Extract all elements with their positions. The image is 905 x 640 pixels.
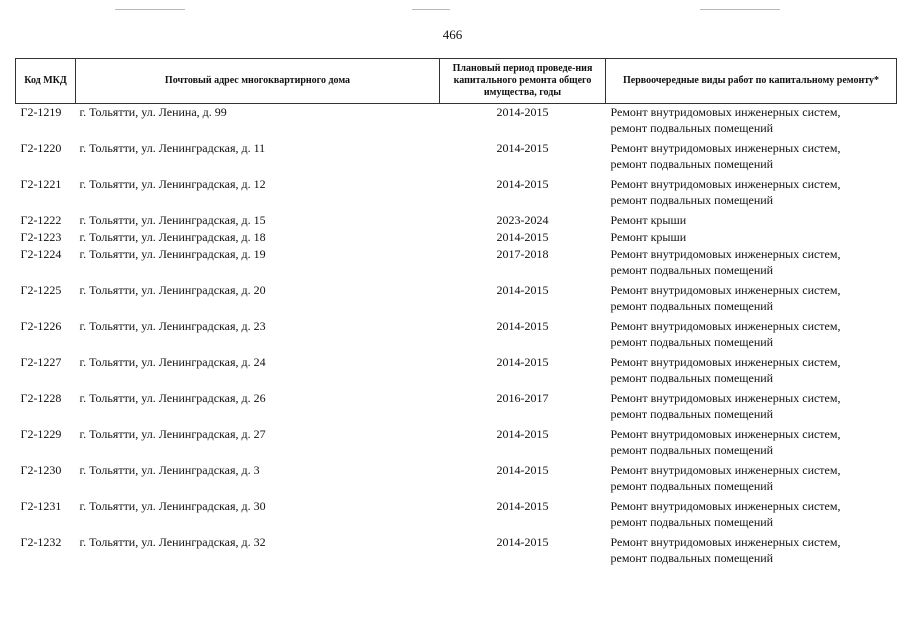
cell-works [606,354,897,390]
cell-period: 2014-2015 [496,282,549,297]
cell-works [606,498,897,534]
table-row [16,246,897,282]
works-line-2: ремонт подвальных помещений [610,442,774,457]
cell-address: г. Тольятти, ул. Ленинградская, д. 26 [79,390,266,405]
works-line-1: Ремонт внутридомовых инженерных систем, [610,176,841,191]
header-works: Первоочередные виды работ по капитальному ремонту* [606,59,897,104]
cell-code: Г2-1224 [20,246,62,261]
works-line-1: Ремонт внутридомовых инженерных систем, [610,246,841,261]
cell-period: 2014-2015 [496,176,549,191]
repair-schedule-table [15,58,897,570]
works-line-1: Ремонт внутридомовых инженерных систем, [610,140,841,155]
cell-period: 2014-2015 [496,498,549,513]
header-period: Плановый период проведе-ния капитального ремонта общего имущества, годы [440,59,606,104]
cell-code: Г2-1222 [20,212,62,227]
works-line-2: ремонт подвальных помещений [610,478,774,493]
cell-address: г. Тольятти, ул. Ленинградская, д. 18 [79,229,266,244]
cell-works [606,104,897,140]
cell-address: г. Тольятти, ул. Ленинградская, д. 11 [79,140,266,155]
cell-address: г. Тольятти, ул. Ленинградская, д. 24 [79,354,266,369]
cell-period: 2014-2015 [496,318,549,333]
table-row [16,354,897,390]
cell-address: г. Тольятти, ул. Ленинградская, д. 23 [79,318,266,333]
table-row [16,534,897,570]
works-line-1: Ремонт внутридомовых инженерных систем, [610,426,841,441]
works-line-2: ремонт подвальных помещений [610,156,774,171]
cell-period: 2016-2017 [496,390,549,405]
table-row [16,104,897,140]
works-line-2: ремонт подвальных помещений [610,550,774,565]
cell-code: Г2-1225 [20,282,62,297]
works-line-1: Ремонт внутридомовых инженерных систем, [610,534,841,549]
cell-works [606,462,897,498]
table-row [16,426,897,462]
cell-code: Г2-1219 [20,105,62,119]
cell-code: Г2-1227 [20,354,62,369]
table-row [16,498,897,534]
cell-works [606,229,897,246]
cell-code: Г2-1228 [20,390,62,405]
cell-period: 2014-2015 [496,534,549,549]
cell-address: г. Тольятти, ул. Ленинградская, д. 27 [79,426,266,441]
cell-code: Г2-1220 [20,140,62,155]
works-line-1: Ремонт внутридомовых инженерных систем, [610,105,841,119]
scan-mark-left [115,9,185,10]
cell-address: г. Тольятти, ул. Ленинградская, д. 3 [79,462,260,477]
scan-mark-center [412,9,450,10]
table-row [16,318,897,354]
cell-address: г. Тольятти, ул. Ленина, д. 99 [79,105,227,119]
cell-works [606,534,897,570]
cell-period: 2014-2015 [496,462,549,477]
works-line-2: ремонт подвальных помещений [610,334,774,349]
works-line-1: Ремонт внутридомовых инженерных систем, [610,498,841,513]
table-row [16,462,897,498]
header-code: Код МКД [16,59,76,104]
cell-period: 2014-2015 [496,140,549,155]
cell-address: г. Тольятти, ул. Ленинградская, д. 30 [79,498,266,513]
page-number: 466 [442,27,463,42]
table-row [16,176,897,212]
header-address: Почтовый адрес многоквартирного дома [76,59,440,104]
cell-address: г. Тольятти, ул. Ленинградская, д. 20 [79,282,266,297]
cell-code: Г2-1229 [20,426,62,441]
cell-works [606,140,897,176]
works-line-2: ремонт подвальных помещений [610,121,774,135]
works-line-1: Ремонт внутридомовых инженерных систем, [610,318,841,333]
works-line-2: ремонт подвальных помещений [610,262,774,277]
works-line-2: ремонт подвальных помещений [610,406,774,421]
cell-works [606,426,897,462]
cell-period: 2014-2015 [496,426,549,441]
table-row [16,212,897,229]
cell-works [606,282,897,318]
cell-works [606,318,897,354]
works-line-1: Ремонт внутридомовых инженерных систем, [610,354,841,369]
works-line-1: Ремонт внутридомовых инженерных систем, [610,462,841,477]
cell-works [606,212,897,229]
cell-code: Г2-1221 [20,176,62,191]
cell-works [606,390,897,426]
cell-address: г. Тольятти, ул. Ленинградская, д. 32 [79,534,266,549]
table-row [16,229,897,246]
cell-address: г. Тольятти, ул. Ленинградская, д. 12 [79,176,266,191]
works-line-2: ремонт подвальных помещений [610,192,774,207]
cell-period: 2014-2015 [496,229,549,244]
works-line-2: ремонт подвальных помещений [610,514,774,529]
scan-mark-right [700,9,780,10]
cell-code: Г2-1230 [20,462,62,477]
cell-address: г. Тольятти, ул. Ленинградская, д. 19 [79,246,266,261]
cell-code: Г2-1223 [20,229,62,244]
works-line-2: ремонт подвальных помещений [610,298,774,313]
works-line-1: Ремонт внутридомовых инженерных систем, [610,282,841,297]
table-row [16,390,897,426]
cell-address: г. Тольятти, ул. Ленинградская, д. 15 [79,212,266,227]
table-row [16,140,897,176]
cell-period: 2014-2015 [496,354,549,369]
cell-period: 2014-2015 [496,105,549,119]
cell-period: 2023-2024 [496,212,549,227]
cell-code: Г2-1226 [20,318,62,333]
works-line-1: Ремонт крыши [610,212,687,227]
cell-code: Г2-1232 [20,534,62,549]
cell-works [606,246,897,282]
cell-period: 2017-2018 [496,246,549,261]
table-header-row [16,59,897,104]
works-line-1: Ремонт крыши [610,229,687,244]
cell-code: Г2-1231 [20,498,62,513]
works-line-1: Ремонт внутридомовых инженерных систем, [610,390,841,405]
works-line-2: ремонт подвальных помещений [610,370,774,385]
cell-works [606,176,897,212]
table-row [16,282,897,318]
